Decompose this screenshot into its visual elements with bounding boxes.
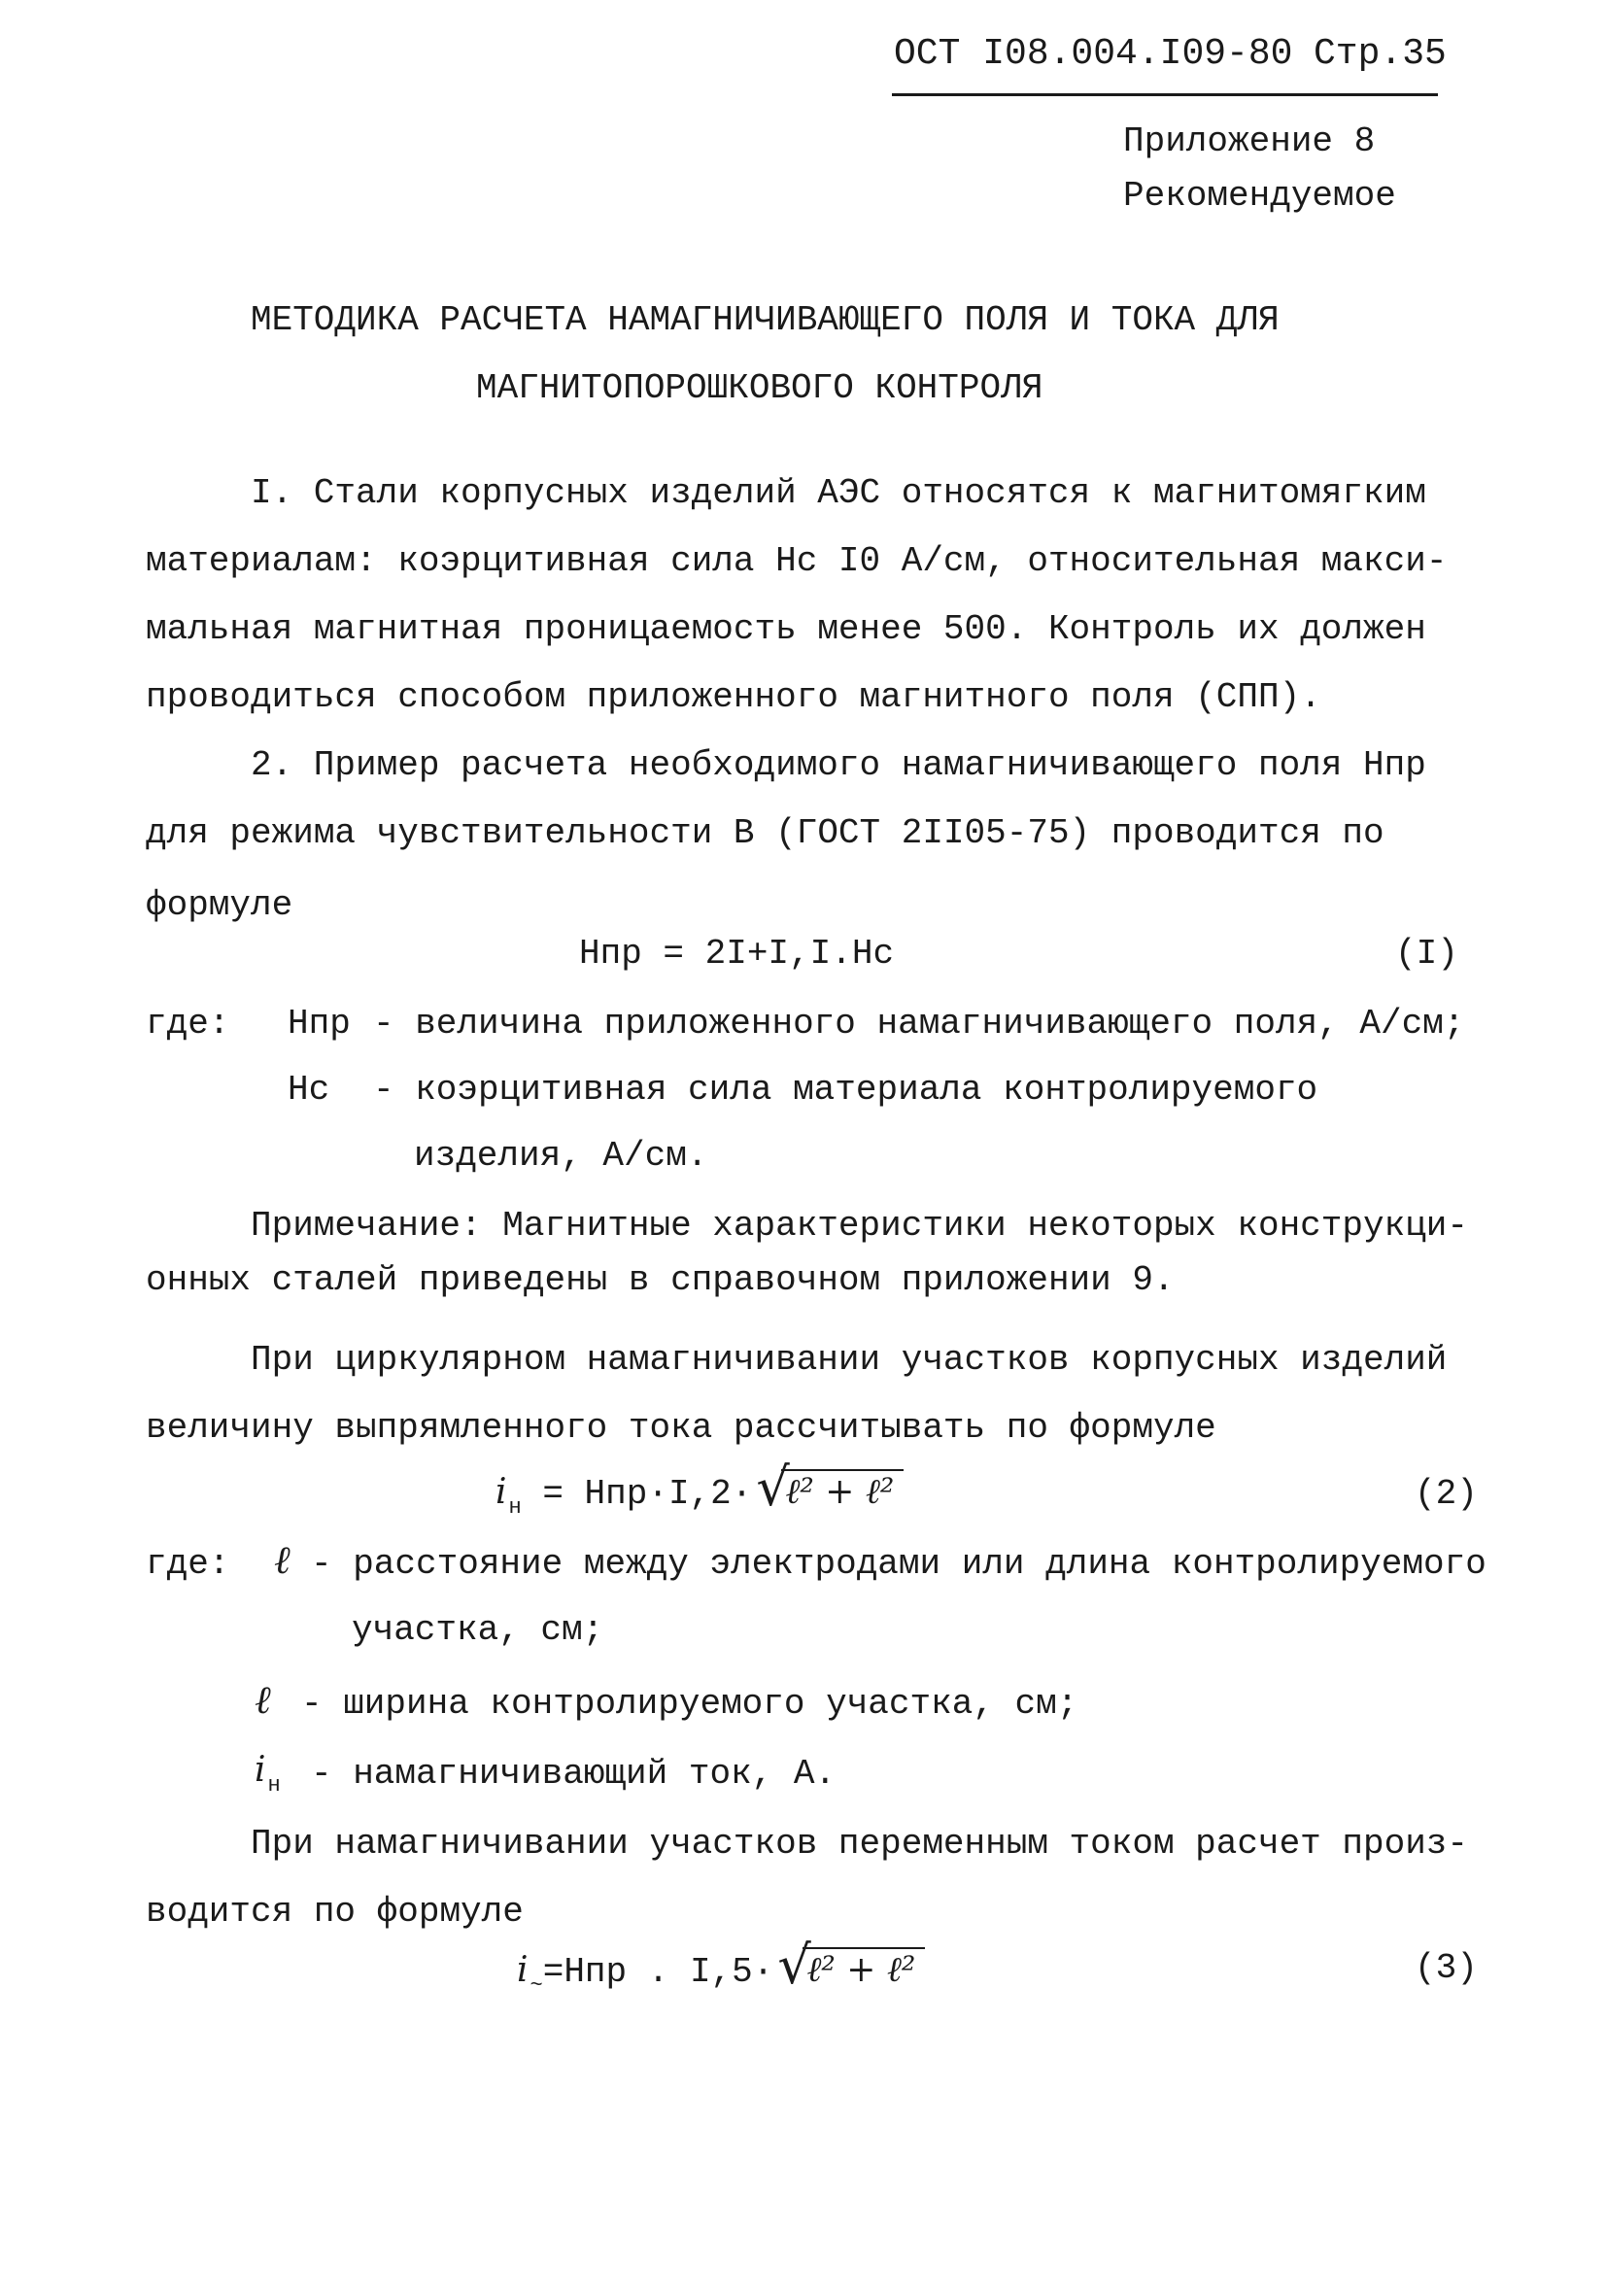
where-2-desc-1: - расстояние между электродами или длина контролируемого	[311, 1544, 1486, 1584]
formula-3	[517, 1935, 925, 2007]
formula-2	[495, 1456, 904, 1529]
where-1-sym-2: Нс	[288, 1070, 330, 1110]
radical-sign-icon: √	[756, 1456, 790, 1518]
where-2-sym-4	[255, 1749, 281, 1807]
formula-3-sub: ~	[530, 1973, 543, 1998]
formula-2-sub: н	[508, 1495, 522, 1520]
where-1-desc-1: - величина приложенного намагничивающего поля, А/см;	[373, 1004, 1465, 1044]
appendix-status: Рекомендуемое	[1123, 176, 1396, 216]
para1-line-4: проводиться способом приложенного магнитного поля (СПП).	[146, 677, 1321, 717]
where-1-sym-1: Нпр	[288, 1004, 351, 1044]
formula-3-lhs: i	[517, 1950, 529, 1990]
formula-3-sqrt	[773, 1935, 925, 1996]
where-2-sym-1: ℓ	[274, 1538, 290, 1583]
formula-2-sqrt	[752, 1456, 904, 1518]
document-code: ОСТ I08.004.I09-80	[894, 33, 1293, 75]
para2-line-1: 2. Пример расчета необходимого намагничивающего поля Нпр	[251, 745, 1426, 785]
formula-3-number: (3)	[1415, 1948, 1478, 1988]
where-2-sym-3: ℓ	[255, 1678, 271, 1723]
title-line-1: МЕТОДИКА РАСЧЕТА НАМАГНИЧИВАЮЩЕГО ПОЛЯ И ТОКА ДЛЯ	[251, 300, 1280, 340]
formula-2-radicand: ℓ² + ℓ²	[781, 1469, 904, 1514]
where-1-desc-2: - коэрцитивная сила материала контролируемого	[373, 1070, 1318, 1110]
para1-line-1: I. Стали корпусных изделий АЭС относятся к магнитомягким	[251, 473, 1426, 513]
para2-line-2: для режима чувствительности В (ГОСТ 2II05-75) проводится по	[146, 813, 1384, 853]
where-2-label: где:	[146, 1544, 230, 1584]
page-number: Стр.35	[1314, 33, 1447, 75]
radical-sign-icon: √	[777, 1935, 811, 1996]
para4-line-1: При намагничивании участков переменным током расчет произ-	[251, 1824, 1469, 1864]
note-line-1: Примечание: Магнитные характеристики некоторых конструкци-	[251, 1206, 1469, 1246]
formula-2-rhs: = Нпр·I,2·	[542, 1474, 753, 1514]
formula-3-rhs: =Нпр . I,5·	[542, 1952, 774, 1992]
formula-1: Нпр = 2I+I,I.Нс	[579, 934, 895, 974]
where-1-continuation: изделия, А/см.	[414, 1136, 708, 1176]
formula-3-radicand: ℓ² + ℓ²	[803, 1947, 925, 1992]
where-2-sym-4-letter: i	[255, 1750, 266, 1790]
where-2-desc-2: участка, см;	[352, 1610, 604, 1650]
formula-2-number: (2)	[1415, 1474, 1478, 1514]
para4-line-2: водится по формуле	[146, 1892, 524, 1932]
para3-line-2: величину выпрямленного тока рассчитывать по формуле	[146, 1408, 1216, 1448]
para2-line-3: формуле	[146, 885, 293, 925]
para1-line-3: мальная магнитная проницаемость менее 500. Контроль их должен	[146, 609, 1426, 649]
where-2-desc-4: - намагничивающий ток, А.	[311, 1754, 837, 1794]
title-line-2: МАГНИТОПОРОШКОВОГО КОНТРОЛЯ	[476, 368, 1043, 408]
where-2-desc-3: - ширина контролируемого участка, см;	[301, 1684, 1078, 1724]
header-rule	[892, 93, 1438, 96]
note-line-2: онных сталей приведены в справочном приложении 9.	[146, 1260, 1175, 1300]
where-1-label: где:	[146, 1004, 230, 1044]
para3-line-1: При циркулярном намагничивании участков корпусных изделий	[251, 1340, 1448, 1380]
para1-line-2: материалам: коэрцитивная сила Нс I0 А/см, относительная макси-	[146, 541, 1448, 581]
formula-1-number: (I)	[1395, 934, 1458, 974]
where-2-sym-4-sub: н	[267, 1773, 281, 1798]
formula-2-lhs: i	[495, 1472, 507, 1512]
appendix-label: Приложение 8	[1123, 121, 1376, 161]
